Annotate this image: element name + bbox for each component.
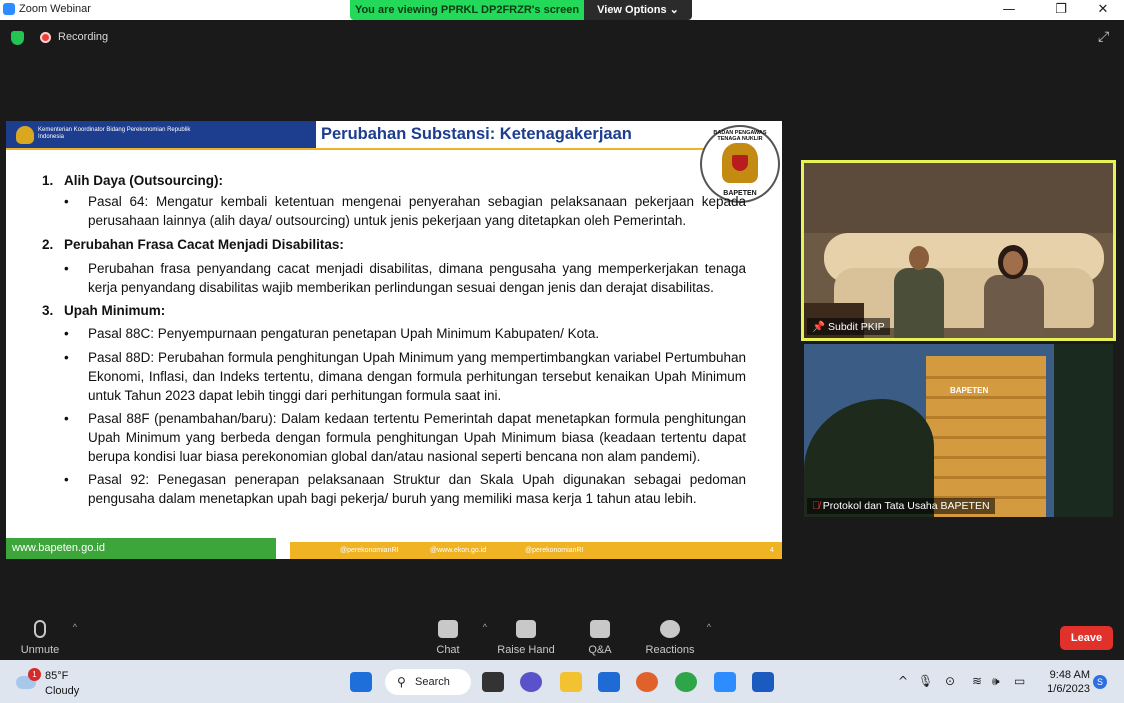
chrome-icon[interactable] [675,672,697,692]
smiley-icon [660,620,680,638]
footer-url: www.bapeten.go.id [6,538,276,559]
ministry-text: Kementerian Koordinator Bidang Perekonomian Republik Indonesia [38,127,191,140]
bullet-item: • Perubahan frasa penyandang cacat menjadi disabilitas, dimana pengusaha yang memperkerjakan tenaga kerja penyandang disabilitas wajib memberikan perlindungan sesuai dengan jenis dan derajat disabilitas. [64,261,746,295]
logo-bottom-text: BAPETEN [723,190,757,197]
recording-icon [40,32,51,43]
building-image [926,356,1046,517]
leave-button[interactable]: Leave [1060,626,1113,650]
participant-name-label: 🎙̸ Protokol dan Tata Usaha BAPETEN [807,498,995,514]
tray-location-icon[interactable]: ⊙ [945,674,956,688]
logo-ring-text: BADAN PENGAWAS TENAGA NUKLIR [713,130,767,142]
bullet-item: • Pasal 64: Mengatur kembali ketentuan mengenai penyerahan sebagian pelaksanaan pekerjaan kepada perusahaan lainnya (alih daya/ outsourcing) untuk jenis pekerjaan yang ditetapkan oleh Pemerintah. [64,194,746,228]
security-shield-icon[interactable] [11,31,24,45]
participant-person [984,245,1044,340]
bullet-item: • Pasal 88F (penambahan/baru): Dalam kedaan tertentu Pemerintah dapat menetapkan formula penghitungan Upah Minimum yang berbeda dengan formula penghitungan Upah Minimum biasa (keadaan tertentu dapat berupa kondisi luar biasa perekonomian global dan/atau nasional seperti bencana non alam pandemi). [64,411,746,464]
chat-icon [438,620,458,638]
section-heading: 2. Perubahan Frasa Cacat Menjadi Disabilitas: [42,237,344,252]
search-label: Search [415,676,450,688]
page-number: 4 [770,547,774,554]
task-view-icon[interactable] [482,672,504,692]
windows-start-icon[interactable] [350,672,372,692]
video-tile-subdit-pkip[interactable] [801,160,1116,341]
search-icon: ⚲ [397,675,406,689]
tray-mic-icon[interactable]: 🎙 [918,674,934,688]
section-heading: 3. Upah Minimum: [42,303,166,318]
chat-button[interactable]: Chat ^ [436,622,487,656]
weather-widget[interactable] [14,668,94,698]
footer-social-3: @perekonomianRI [525,547,584,554]
bullet-item: • Pasal 88D: Perubahan formula penghitungan Upah Minimum yang mempertimbangkan variabel Pertumbuhan Ekonomi, Inflasi, dan Indeks tertentu, dimana dengan formula perhitungan tersebut kenaikan Upah Minimum untuk Tahun 2023 dapat lebih tinggi dari perhitungan formula saat ini. [64,350,746,403]
volume-icon[interactable]: 🕪 [992,674,1000,688]
unmute-button[interactable]: Unmute ^ [20,622,77,656]
hand-icon [516,620,536,638]
muted-mic-icon [34,620,46,638]
footer-social-2: @www.ekon.go.id [430,547,487,554]
building-sign: BAPETEN [950,386,989,395]
footer-social-bar [290,542,782,559]
file-explorer-icon[interactable] [560,672,582,692]
qa-button[interactable]: Q&A [565,610,635,656]
view-options-button[interactable]: View Options ⌄ [584,0,692,20]
window-title: Zoom Webinar [19,3,91,15]
weather-badge: 1 [28,668,41,681]
firefox-icon[interactable] [636,672,658,692]
reactions-chevron-icon[interactable]: ^ [706,622,711,632]
restore-button[interactable]: ❐ [1055,2,1067,17]
viewing-screen-label: You are viewing PPRKL DP2FRZR's screen [350,0,584,20]
shield-emblem-icon [732,155,748,171]
notification-badge[interactable]: S [1093,675,1107,689]
slide-header-bar [6,121,316,148]
bullet-item: • Pasal 88C: Penyempurnaan pengaturan penetapan Upah Minimum Kabupaten/ Kota. [64,326,600,341]
mail-icon[interactable] [598,672,620,692]
clock-time: 9:48 AM [1049,669,1090,681]
tree [1054,344,1113,517]
participant-person [894,246,944,336]
tray-chevron-icon[interactable]: ^ [898,674,909,688]
taskbar-search[interactable] [385,669,471,695]
title-underline [6,148,706,150]
raise-hand-button[interactable]: Raise Hand [491,610,561,656]
recording-label: Recording [58,31,109,43]
meeting-controls [0,610,1124,660]
qa-icon [590,620,610,638]
screen-share-banner [350,0,692,20]
weather-temp: 85°F [45,670,69,682]
word-icon[interactable] [752,672,774,692]
fullscreen-icon[interactable]: ⤢ [1098,29,1110,45]
slide-title: Perubahan Substansi: Ketenagakerjaan [321,125,632,143]
battery-icon[interactable]: ▭ [1014,674,1026,688]
bullet-item: • Pasal 92: Penegasan penerapan pelaksanaan Struktur dan Skala Upah digunakan sebagai pedoman pengusaha dalam menetapkan upah bagi pekerja/ buruh yang memiliki masa kerja 1 tahun atau lebih. [64,472,746,506]
reactions-button[interactable]: Reactions ^ [645,622,711,656]
section-heading: 1. Alih Daya (Outsourcing): [42,173,224,188]
close-button[interactable]: ✕ [1097,2,1109,17]
video-tile-protokol[interactable] [804,344,1113,517]
meeting-topbar [0,20,1124,58]
taskbar-clock[interactable] [1040,668,1090,696]
background-wall [804,163,1113,233]
zoom-taskbar-icon[interactable] [714,672,736,692]
windows-taskbar [0,660,1124,703]
garuda-emblem-icon [16,126,34,144]
audio-options-chevron-icon[interactable]: ^ [72,622,77,632]
wifi-icon[interactable]: ≋ [972,674,983,688]
minimize-button[interactable]: — [1002,2,1016,17]
participant-name-label: 📌 Subdit PKIP [807,318,890,335]
chat-options-chevron-icon[interactable]: ^ [482,622,487,632]
weather-condition: Cloudy [45,685,80,697]
clock-date: 1/6/2023 [1047,683,1090,695]
footer-social-1: @perekonomianRI [340,547,399,554]
shared-slide [6,121,782,559]
teams-chat-icon[interactable] [520,672,542,692]
zoom-app-icon [3,3,15,15]
